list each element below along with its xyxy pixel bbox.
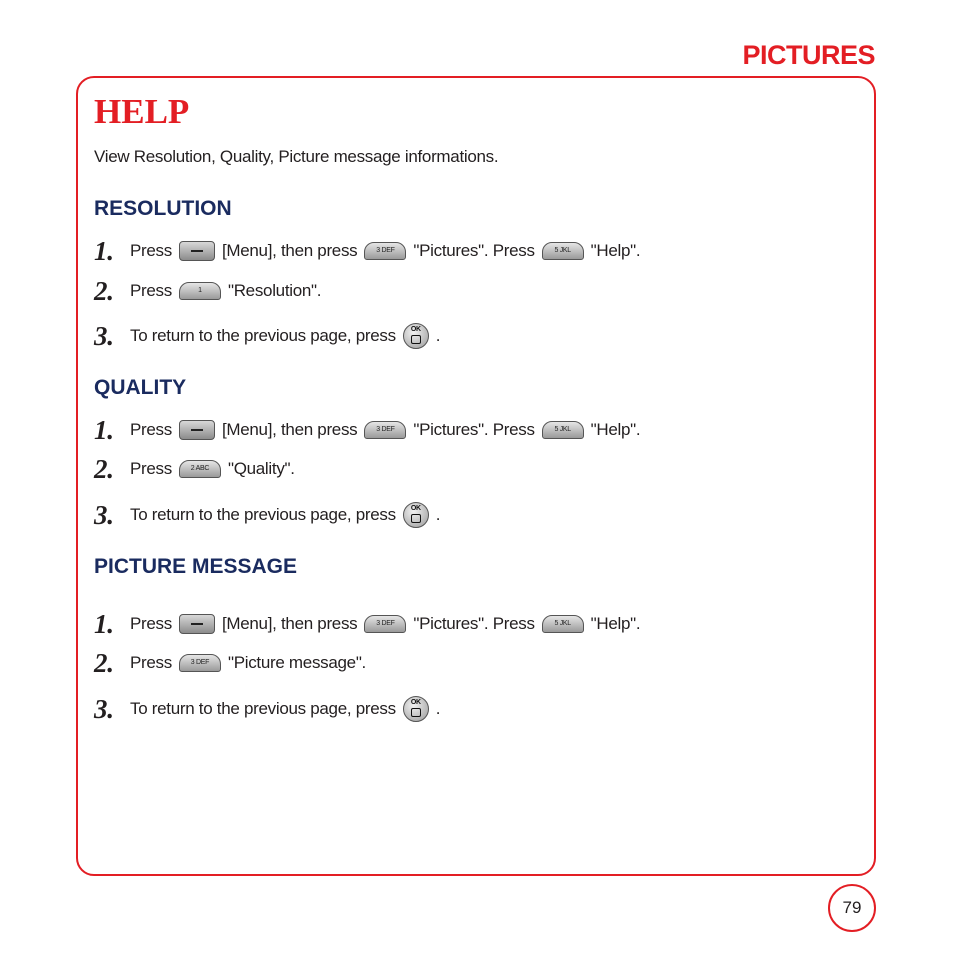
- subsection-title-resolution: RESOLUTION: [94, 197, 232, 220]
- step-2: [94, 274, 324, 308]
- step-text: .: [435, 505, 441, 524]
- menu-key-icon: [179, 420, 215, 440]
- step-text: Press: [130, 241, 172, 260]
- step-text: Press: [130, 420, 172, 439]
- subsection-title-quality: QUALITY: [94, 376, 187, 399]
- ok-key-icon: OK: [403, 323, 429, 349]
- step-3: [94, 498, 443, 532]
- step-text: "Pictures". Press: [413, 420, 535, 439]
- ok-key-icon: OK: [403, 696, 429, 722]
- step-3: [94, 319, 443, 353]
- step-1: [94, 413, 643, 447]
- key-3-icon: 3 DEF: [364, 242, 406, 260]
- subsection-title-picture-message: PICTURE MESSAGE: [94, 555, 298, 578]
- step-text: "Pictures". Press: [413, 614, 535, 633]
- section-title: PICTURES: [742, 40, 875, 70]
- step-number: 3.: [94, 320, 114, 351]
- step-text: "Pictures". Press: [413, 241, 535, 260]
- step-number: 1.: [94, 608, 114, 639]
- step-number: 3.: [94, 499, 114, 530]
- step-1: [94, 607, 643, 641]
- page-number: 79: [828, 884, 876, 932]
- key-3-icon: 3 DEF: [179, 654, 221, 672]
- step-text: Press: [130, 281, 172, 300]
- menu-key-icon: [179, 614, 215, 634]
- key-5-icon: 5 JKL: [542, 615, 584, 633]
- step-text: To return to the previous page, press: [130, 699, 396, 718]
- step-text: "Picture message".: [227, 653, 366, 672]
- step-text: Press: [130, 459, 172, 478]
- step-number: 3.: [94, 693, 114, 724]
- step-3: [94, 692, 443, 726]
- key-1-icon: 1: [179, 282, 221, 300]
- step-2: [94, 646, 369, 680]
- key-5-icon: 5 JKL: [542, 242, 584, 260]
- ok-key-icon: OK: [403, 502, 429, 528]
- step-text: Press: [130, 614, 172, 633]
- step-number: 2.: [94, 647, 114, 678]
- step-text: [Menu], then press: [221, 420, 358, 439]
- step-text: "Help".: [590, 614, 641, 633]
- step-number: 1.: [94, 235, 114, 266]
- step-text: To return to the previous page, press: [130, 505, 396, 524]
- step-text: "Resolution".: [227, 281, 322, 300]
- step-text: [Menu], then press: [221, 614, 358, 633]
- step-text: "Quality".: [227, 459, 295, 478]
- step-2: [94, 452, 298, 486]
- key-2-icon: 2 ABC: [179, 460, 221, 478]
- key-5-icon: 5 JKL: [542, 421, 584, 439]
- key-3-icon: 3 DEF: [364, 421, 406, 439]
- camera-icon: [411, 708, 421, 717]
- step-number: 2.: [94, 275, 114, 306]
- step-text: [Menu], then press: [221, 241, 358, 260]
- step-number: 2.: [94, 453, 114, 484]
- menu-key-icon: [179, 241, 215, 261]
- page-title: HELP: [94, 92, 190, 131]
- step-text: Press: [130, 653, 172, 672]
- step-text: "Help".: [590, 420, 641, 439]
- intro-text: View Resolution, Quality, Picture message informations.: [94, 147, 499, 166]
- step-number: 1.: [94, 414, 114, 445]
- step-1: [94, 234, 643, 268]
- step-text: .: [435, 326, 441, 345]
- step-text: .: [435, 699, 441, 718]
- step-text: To return to the previous page, press: [130, 326, 396, 345]
- step-text: "Help".: [590, 241, 641, 260]
- camera-icon: [411, 335, 421, 344]
- camera-icon: [411, 514, 421, 523]
- key-3-icon: 3 DEF: [364, 615, 406, 633]
